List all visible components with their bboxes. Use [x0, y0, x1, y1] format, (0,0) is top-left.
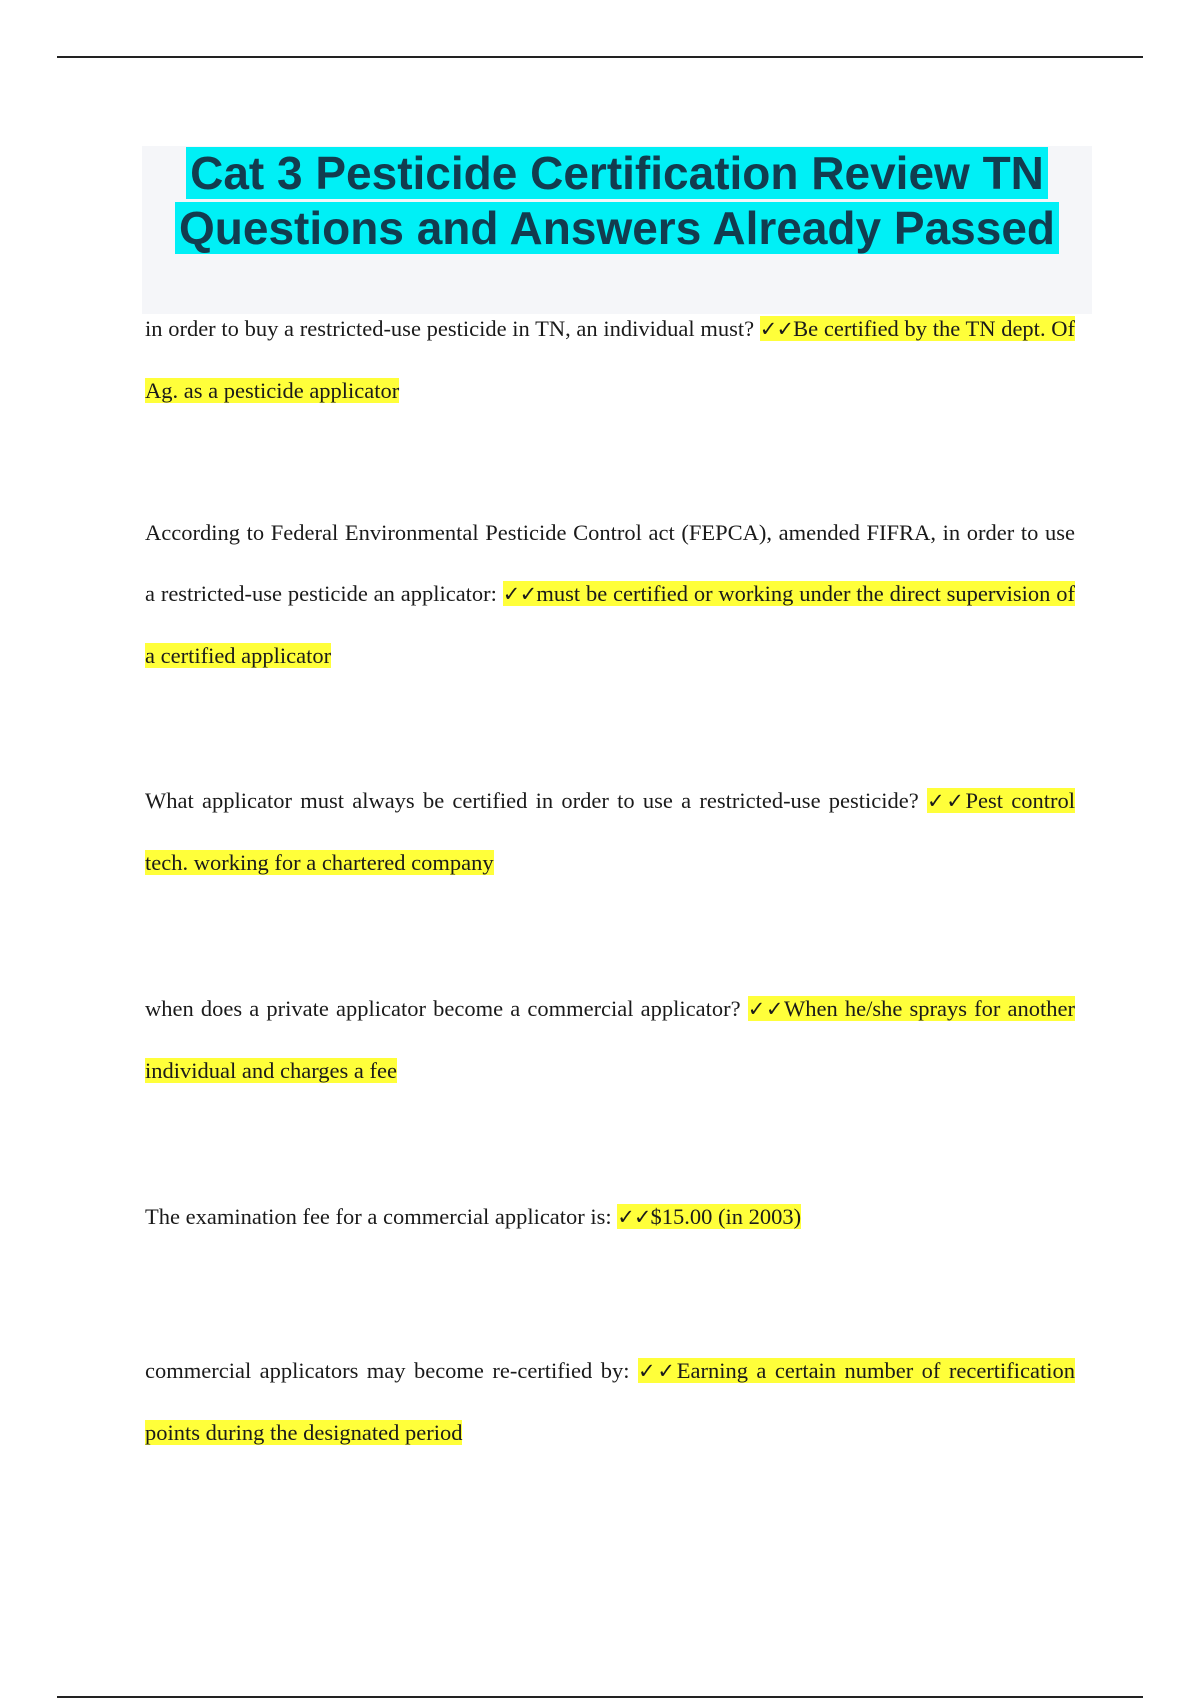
qa-item — [145, 1186, 1075, 1248]
check-mark-icon: ✓✓ — [759, 317, 794, 341]
qa-item — [145, 978, 1075, 1101]
check-mark-icon: ✓✓ — [747, 997, 785, 1021]
question-text: when does a private applicator become a commercial applicator? — [145, 996, 741, 1021]
answer-highlight — [617, 1204, 801, 1229]
title-block — [142, 146, 1092, 314]
answer-text: Earning a certain number of recertification points during the designated period — [145, 1358, 1076, 1445]
question-text: commercial applicators may become re-certified by: — [145, 1358, 630, 1383]
qa-item — [145, 1340, 1075, 1463]
qa-item — [145, 502, 1075, 686]
answer-text: When he/she sprays for another individual and charges a fee — [145, 996, 1075, 1083]
qa-item — [145, 298, 1075, 421]
answer-text: Pest control tech. working for a chartered company — [145, 788, 1075, 875]
check-mark-icon: ✓✓ — [637, 1359, 677, 1383]
answer-text: Be certified by the TN dept. Of Ag. as a pesticide applicator — [145, 316, 1076, 403]
question-text: in order to buy a restricted-use pesticide in TN, an individual must? — [145, 316, 755, 341]
bottom-rule — [57, 1696, 1143, 1698]
answer-text: must be certified or working under the direct supervision of a certified applicator — [145, 581, 1075, 668]
check-mark-icon: ✓✓ — [927, 789, 966, 813]
answer-text: $15.00 (in 2003) — [650, 1204, 802, 1229]
question-text: The examination fee for a commercial applicator is: — [145, 1204, 612, 1229]
qa-item — [145, 770, 1075, 893]
document-title: Cat 3 Pesticide Certification Review TN Questions and Answers Already Passed — [142, 146, 1092, 256]
question-text: According to Federal Environmental Pesticide Control act (FEPCA), amended FIFRA, in order to use a restricted-use pesticide an applicator: — [145, 520, 1075, 606]
top-rule — [57, 56, 1143, 58]
question-text: What applicator must always be certified in order to use a restricted-use pesticide? — [145, 788, 919, 813]
check-mark-icon: ✓✓ — [617, 1205, 651, 1229]
check-mark-icon: ✓✓ — [502, 582, 537, 606]
